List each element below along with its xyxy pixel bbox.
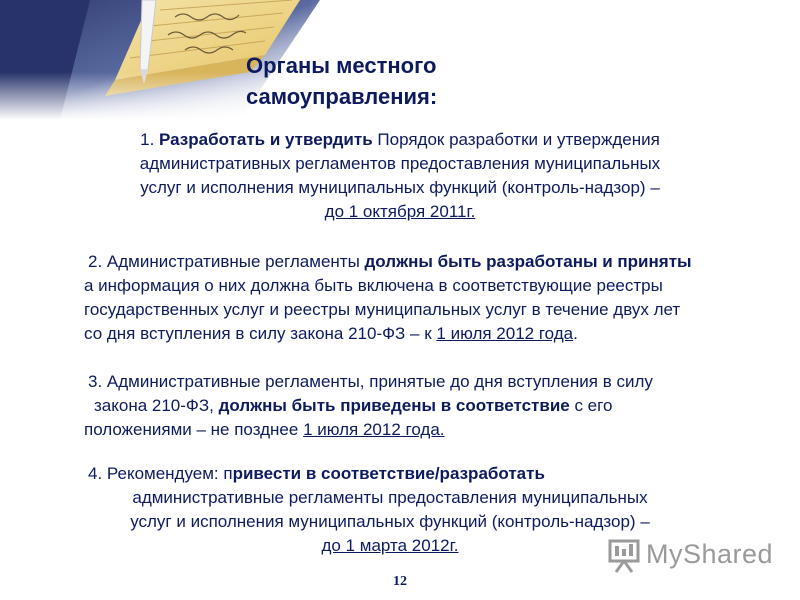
- page-number: 12: [393, 574, 407, 589]
- text-run: со дня вступления в силу закона 210-ФЗ – к: [84, 324, 437, 343]
- deadline-date: 1 июля 2012 года.: [303, 420, 445, 439]
- bold-phrase: Разработать и утвердить: [159, 130, 373, 149]
- paragraph-1: [80, 128, 720, 224]
- paragraph-1-line-2: административных регламентов предоставления муниципальных: [139, 154, 661, 173]
- paragraph-4-line-1: [70, 462, 710, 486]
- paragraph-2-line-4: [84, 322, 800, 346]
- bold-phrase: должны быть приведены в соответствие: [218, 396, 570, 415]
- paragraph-2-line-2: а информация о них должна быть включена в соответствующие реестры: [84, 276, 663, 295]
- text-run: Порядок разработки и утверждения: [372, 130, 660, 149]
- text-run: 4. Рекомендуем: п: [88, 464, 233, 483]
- deadline-date: 1 июля 2012 года: [436, 324, 574, 343]
- bold-phrase: должны быть разработаны и приняты: [364, 252, 692, 271]
- paragraph-1-line-1: [80, 128, 720, 152]
- slide-title: [246, 50, 437, 112]
- paragraph-1-line-4: [80, 200, 720, 224]
- presentation-board-icon: [606, 539, 642, 573]
- paragraph-4-line-3: услуг и исполнения муниципальных функций (контроль-надзор) –: [130, 512, 650, 531]
- paragraph-3-line-3: [84, 418, 784, 442]
- paragraph-2: [84, 250, 800, 346]
- paragraph-3-line-1: 3. Административные регламенты, принятые до дня вступления в силу: [88, 372, 653, 391]
- text-run: .: [573, 324, 578, 343]
- paragraph-2-line-1: [84, 250, 800, 274]
- text-run: 1.: [140, 130, 160, 149]
- deadline-date: до 1 марта 2012г.: [321, 536, 459, 555]
- logo-wordmark: MyShared: [646, 539, 774, 569]
- paragraph-2-line-3: государственных услуг и реестры муниципальных услуг в течение двух лет: [84, 300, 681, 319]
- text-run: с его: [569, 396, 613, 415]
- text-run: 2. Административные регламенты: [88, 252, 365, 271]
- slide-title-line-2: самоуправления:: [246, 84, 438, 109]
- paragraph-3: [84, 370, 784, 442]
- text-run: закона 210-ФЗ,: [94, 396, 219, 415]
- paragraph-4-line-2: административные регламенты предоставления муниципальных: [132, 488, 648, 507]
- bold-phrase: ривести в соответствие/разработать: [232, 464, 545, 483]
- slide-title-line-1: Органы местного: [246, 53, 437, 78]
- text-run: положениями – не позднее: [84, 420, 304, 439]
- deadline-date: до 1 октября 2011г.: [324, 202, 476, 221]
- myshared-logo: [606, 537, 774, 573]
- paragraph-3-line-2: [84, 394, 784, 418]
- paragraph-1-line-3: услуг и исполнения муниципальных функций (контроль-надзор) –: [140, 178, 660, 197]
